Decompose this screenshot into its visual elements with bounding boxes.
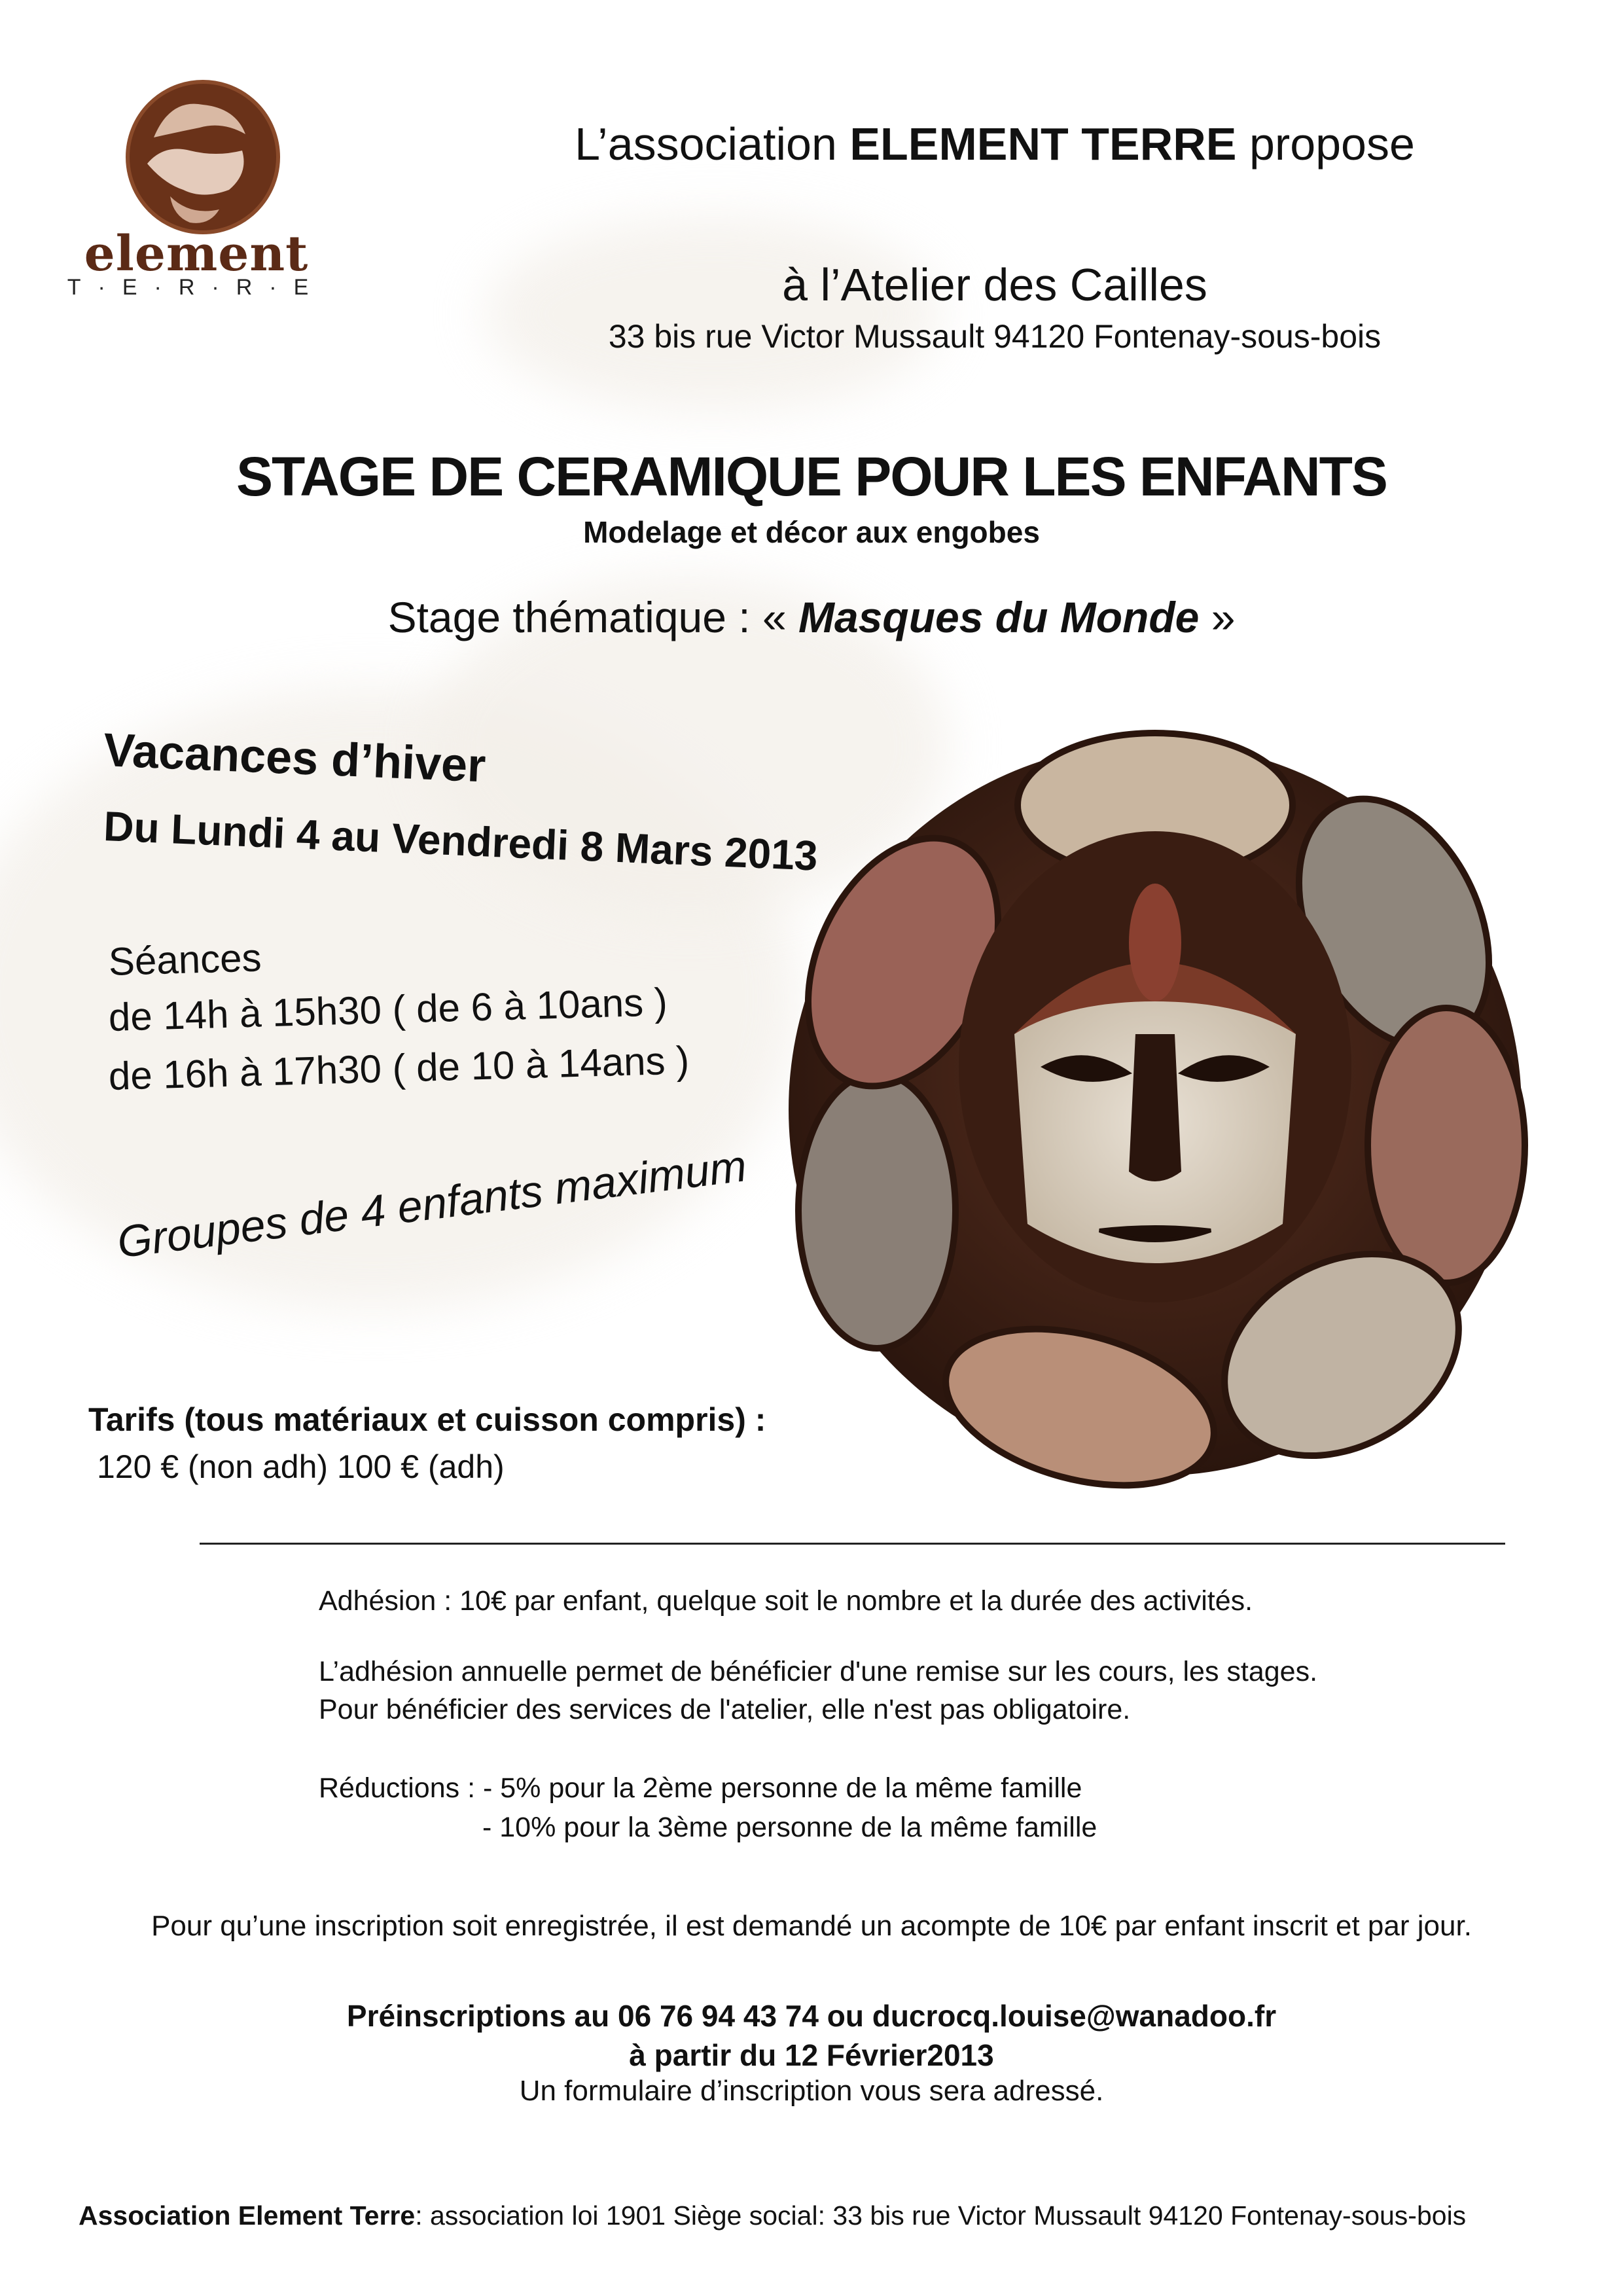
course-title: STAGE DE CERAMIQUE POUR LES ENFANTS [236,446,1387,507]
association-name: ELEMENT TERRE [849,118,1237,170]
membership-fee: Adhésion : 10€ par enfant, quelque soit le nombre et la durée des activités. [319,1585,1253,1617]
logo-subtitle: T·E·R·R·E [67,275,326,300]
season-label: Vacances d’hiver [102,723,487,793]
membership-benefit-2: Pour bénéficier des services de l'atelier, elle n'est pas obligatoire. [319,1694,1131,1725]
pricing-label: Tarifs (tous matériaux et cuisson compris) : [88,1401,766,1438]
footer-details: : association loi 1901 Siège social: 33 bis rue Victor Mussault 94120 Fontenay-sous-bois [415,2200,1467,2231]
association-intro [406,118,1584,170]
sessions-label: Séances [108,935,262,984]
intro-text: L’association [575,118,850,170]
logo-wordmark: element [84,226,309,282]
registration-form-note: Un formulaire d’inscription vous sera adressé. [519,2075,1104,2107]
footer [79,2200,1584,2231]
venue-address: 33 bis rue Victor Mussault 94120 Fontenay-sous-bois [608,318,1382,355]
preregistration-contact: Préinscriptions au 06 76 94 43 74 ou ducrocq.louise@wanadoo.fr [346,1999,1277,2033]
reduction-2: - 10% pour la 3ème personne de la même famille [482,1812,1097,1843]
deposit-note: Pour qu’une inscription soit enregistrée, il est demandé un acompte de 10€ par enfant inscrit et par jour. [151,1910,1472,1942]
african-mask-image [772,726,1538,1492]
theme-label: Stage thématique : « [387,593,798,641]
background-blob [484,216,942,412]
session-slot-2: de 16h à 17h30 ( de 10 à 14ans ) [108,1038,690,1098]
membership-benefit-1: L’adhésion annuelle permet de bénéficier d'une remise sur les cours, les stages. [319,1656,1318,1687]
intro-text-end: propose [1236,118,1415,170]
theme-name: Masques du Monde [798,593,1200,641]
footer-association: Association Element Terre [79,2200,416,2231]
group-size: Groupes de 4 enfants maximum [115,1141,749,1268]
session-slot-1: de 14h à 15h30 ( de 6 à 10ans ) [108,980,668,1039]
divider [200,1543,1505,1545]
pricing-values: 120 € (non adh) 100 € (adh) [97,1448,505,1485]
course-theme [196,592,1427,642]
reduction-1: Réductions : - 5% pour la 2ème personne de la même famille [319,1772,1082,1804]
theme-close: » [1199,593,1236,641]
venue-name: à l’Atelier des Cailles [782,259,1207,310]
date-range: Du Lundi 4 au Vendredi 8 Mars 2013 [102,802,819,880]
course-subtitle: Modelage et décor aux engobes [583,515,1040,549]
preregistration-date: à partir du 12 Février2013 [629,2038,994,2072]
